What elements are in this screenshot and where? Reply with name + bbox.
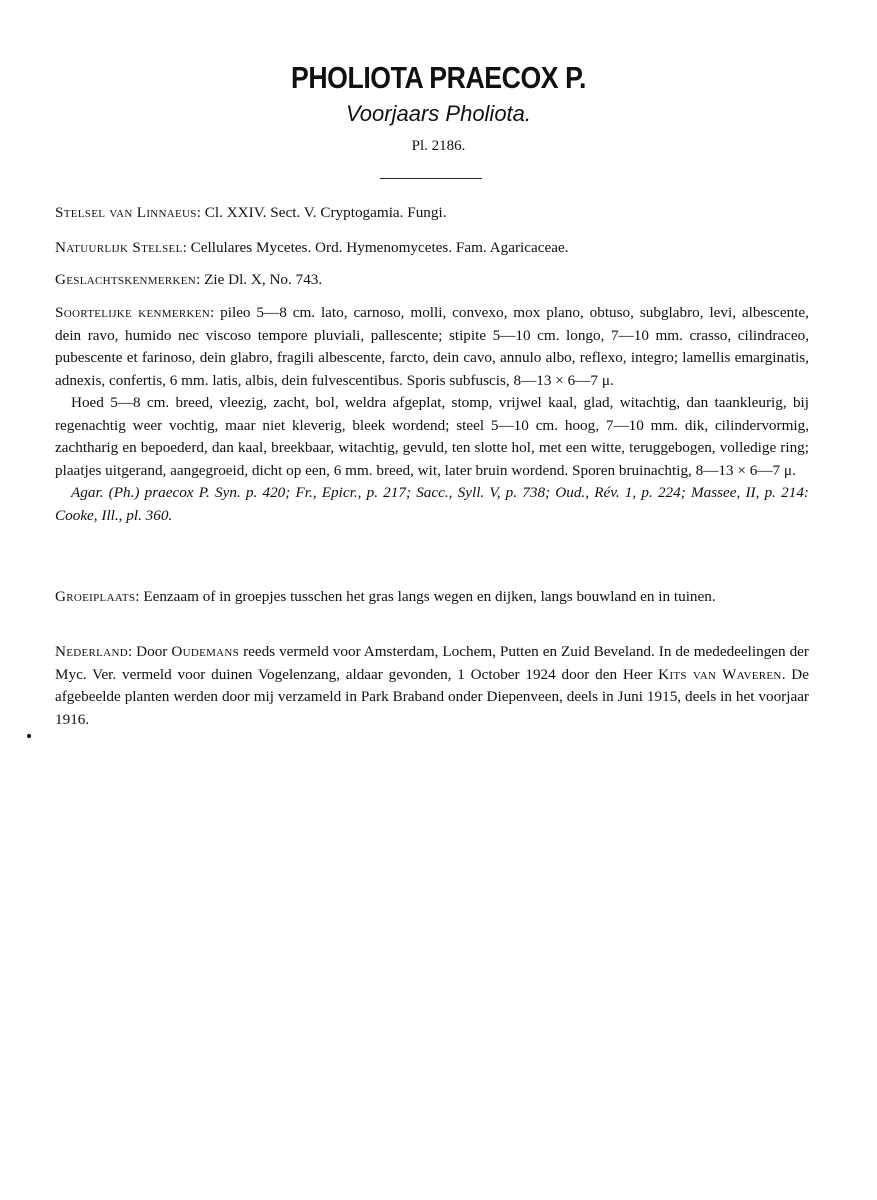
literature-references: Agar. (Ph.) praecox P. Syn. p. 420; Fr., Epicr., p. 217; Sacc., Syll. V, p. 738; Oud., Rév. 1, p. 224; Massee, II, p. 214: Cooke, Ill., pl. 360. [55, 484, 809, 524]
author-name-oudemans: Oudemans [171, 643, 240, 660]
nederland-text-3: . De afgebeelde planten werden door mij verzameld in Park Braband onder Diepenveen, deels in Juni 1915, deels in het voorjaar 1916. [55, 665, 809, 728]
page-subtitle: Voorjaars Pholiota. [345, 101, 532, 126]
natuurlijk-paragraph: Natuurlijk Stelsel: Cellulares Mycetes. Ord. Hymenomycetes. Fam. Agaricaceae. [55, 239, 569, 256]
linnaeus-paragraph: Stelsel van Linnaeus: Cl. XXIV. Sect. V. Cryptogamia. Fungi. [55, 204, 447, 221]
latin-text: pileo 5—8 cm. lato, carnoso, molli, convexo, mox plano, obtuso, subglabro, levi, albescente, dein ravo, humido nec viscoso tempore pluviali, pallescente; stipite 5—10 cm. longo, 7—10 mm. crasso, cilindraceo, pubescente et farinoso, dein glabro, fragili albescente, farcto, dein cavo, annulo albo, reflexo, integro; lamellis emarginatis, adnexis, confertis, 6 mm. latis, albis, dein fulvescentibus. Sporis subfuscis, 8—13 × 6—7 μ. [55, 304, 809, 389]
geslacht-label: Geslachtskenmerken [55, 271, 197, 288]
plate-number: Pl. 2186. [411, 138, 466, 154]
nederland-paragraph: Nederland: Door Oudemans reeds vermeld voor Amsterdam, Lochem, Putten en Zuid Beveland. In de mededeelingen der Myc. Ver. vermeld voor duinen Vogelenzang, aldaar gevonden, 1 October 1924 door den Heer Kits van Waveren. De afgebeelde planten werden door mij verzameld in Park Braband onder Diepenveen, deels in Juni 1915, deels in het voorjaar 1916. [55, 643, 809, 728]
natuurlijk-text: Cellulares Mycetes. Ord. Hymenomycetes. Fam. Agaricaceae. [190, 239, 569, 256]
groeiplaats-text: Eenzaam of in groepjes tusschen het gras langs wegen en dijken, langs bouwland en in tuinen. [143, 588, 716, 605]
geslacht-text: Zie Dl. X, No. 743. [204, 271, 323, 288]
soortelijke-label: Soortelijke kenmerken [55, 304, 211, 321]
linnaeus-label: Stelsel van Linnaeus [55, 204, 197, 221]
groeiplaats-label: Groeiplaats [55, 588, 136, 605]
geslacht-paragraph: Geslachtskenmerken: Zie Dl. X, No. 743. [55, 271, 323, 288]
soortelijke-section [55, 302, 809, 527]
dutch-description: Hoed 5—8 cm. breed, vleezig, zacht, bol, weldra afgeplat, stomp, vrijwel kaal, glad, witachtig, dan taankleurig, bij regenachtig weer vochtig, maar niet kleverig, bleek wordend; steel 5—10 cm. hoog, 7—10 mm. dik, cilindervormig, zachtharig en bepoederd, dan kaal, breekbaar, witachtig, gevuld, ten slotte hol, met een witte, teruggebogen, volledige ring; plaatjes uitgerand, aangegroeid, dicht op een, 6 mm. breed, wit, later bruin wordend. Sporen bruinachtig, 8—13 × 6—7 μ. [55, 394, 809, 479]
title-rule [380, 178, 482, 179]
page-title: PHOLIOTA PRAECOX P. [290, 60, 587, 95]
margin-dot [27, 734, 31, 738]
nederland-label: Nederland [55, 643, 128, 660]
groeiplaats-paragraph: Groeiplaats: Eenzaam of in groepjes tusschen het gras langs wegen en dijken, langs bouwland en in tuinen. [55, 588, 716, 605]
nederland-text-1: Door [136, 643, 168, 660]
natuurlijk-label: Natuurlijk Stelsel [55, 239, 183, 256]
linnaeus-text: Cl. XXIV. Sect. V. Cryptogamia. Fungi. [204, 204, 447, 221]
latin-description: Soortelijke kenmerken: pileo 5—8 cm. lato, carnoso, molli, convexo, mox plano, obtuso, subglabro, levi, albescente, dein ravo, humido nec viscoso tempore pluviali, pallescente; stipite 5—10 cm. longo, 7—10 mm. crasso, cilindraceo, pubescente et farinoso, dein glabro, fragili albescente, farcto, dein cavo, annulo albo, reflexo, integro; lamellis emarginatis, adnexis, confertis, 6 mm. latis, albis, dein fulvescentibus. Sporis subfuscis, 8—13 × 6—7 μ. [55, 304, 809, 389]
nederland-text-2: reeds vermeld voor Amsterdam, Lochem, Putten en Zuid Beveland. In de mededeelingen der Myc. Ver. vermeld voor duinen Vogelenzang, aldaar gevonden, 1 October 1924 door den Heer [55, 643, 809, 683]
author-name-kits-van-waveren: Kits van Waveren [658, 665, 782, 683]
